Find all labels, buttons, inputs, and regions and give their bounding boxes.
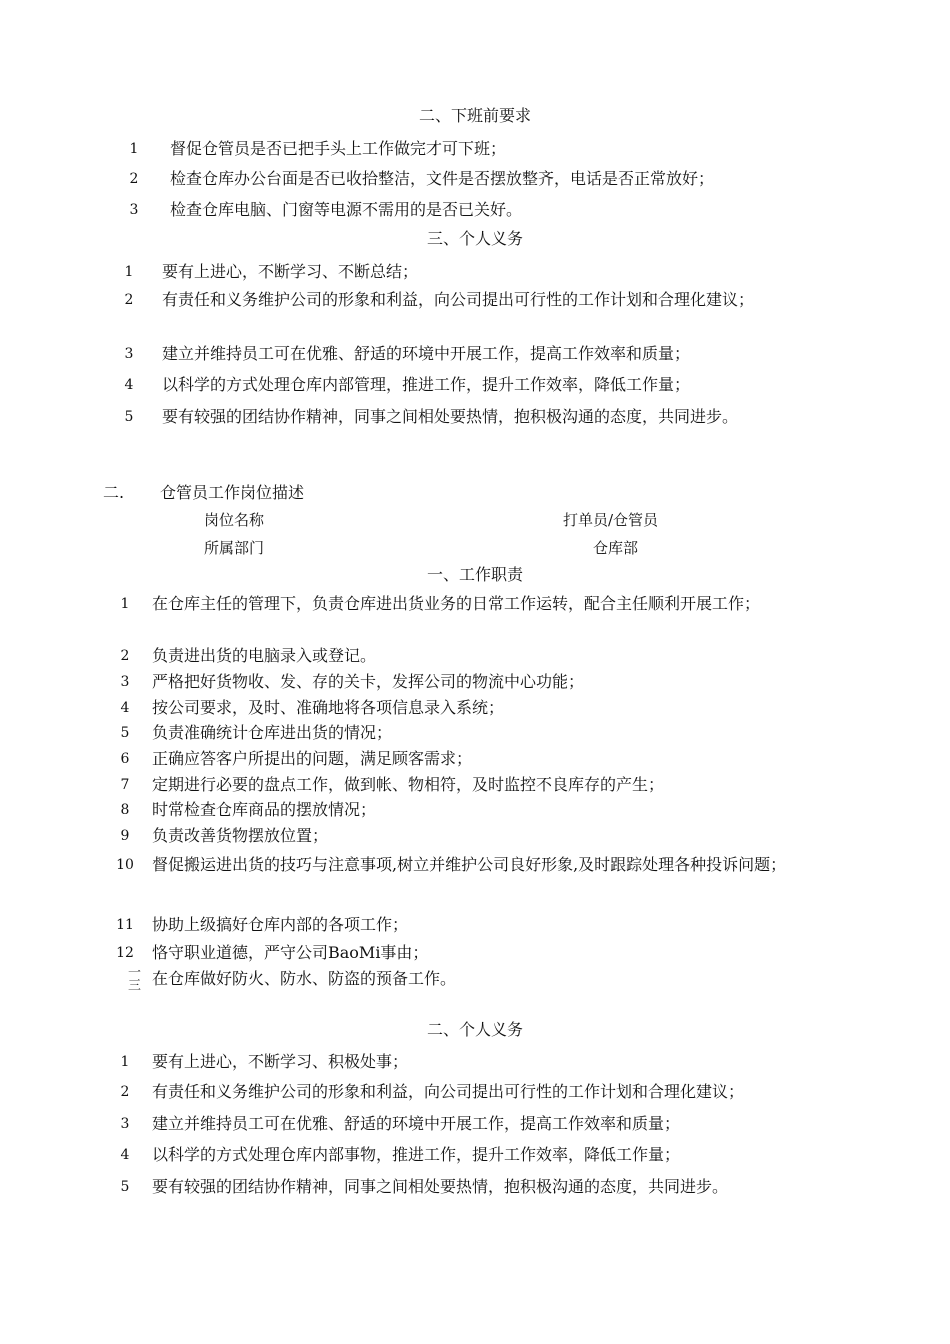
item-text: 要有较强的团结协作精神，同事之间相处要热情，抱积极沟通的态度，共同进步。 [152, 1177, 729, 1196]
item-number: 7 [120, 776, 130, 793]
list-item [110, 1174, 728, 1199]
list-item [110, 166, 714, 191]
item-number: 1 [124, 263, 134, 280]
item-text: 定期进行必要的盘点工作，做到帐、物相符，及时监控不良库存的产生； [152, 775, 665, 794]
item-text: 协助上级搞好仓库内部的各项工作； [152, 915, 409, 934]
list-item [110, 940, 428, 965]
item-number: 4 [120, 1146, 130, 1163]
section-title: 仓管员工作岗位描述 [160, 483, 305, 502]
item-text: 要有较强的团结协作精神，同事之间相处要热情，抱积极沟通的态度，共同进步。 [162, 407, 739, 426]
list-item [110, 965, 456, 991]
item-text: 督促仓管员是否已把手头上工作做完才可下班； [170, 139, 507, 158]
item-number: 5 [120, 724, 130, 741]
item-number: 8 [120, 801, 130, 818]
list-item [110, 1142, 680, 1167]
item-text: 以科学的方式处理仓库内部管理，推进工作，提升工作效率，降低工作量； [162, 375, 691, 394]
item-number: 4 [124, 376, 134, 393]
post-name-value: 打单员/仓管员 [563, 511, 659, 529]
item-text: 有责任和义务维护公司的形象和利益，向公司提出可行性的工作计划和合理化建议； [152, 1082, 745, 1101]
item-number: 10 [116, 857, 134, 873]
item-number: 3 [120, 673, 130, 690]
department-value: 仓库部 [593, 539, 639, 557]
item-text: 正确应答客户所提出的问题，满足顾客需求； [152, 749, 473, 768]
list-item [110, 695, 504, 720]
item-number: 一三 [125, 965, 140, 991]
list-item [110, 851, 867, 879]
item-text: 按公司要求，及时、准确地将各项信息录入系统； [152, 698, 505, 717]
section-heading-personal-duty: 三、个人义务 [426, 229, 523, 248]
list-item [110, 720, 392, 745]
list-item [110, 643, 376, 668]
item-number: 12 [116, 944, 134, 961]
item-number: 2 [129, 170, 139, 187]
item-number: 3 [129, 201, 139, 218]
item-number: 11 [116, 916, 134, 933]
item-text: 恪守职业道德，严守公司BaoMi事由； [152, 943, 429, 962]
list-item [110, 823, 328, 848]
list-item [108, 287, 867, 312]
item-text: 在仓库主任的管理下，负责仓库进出货业务的日常工作运转，配合主任顺利开展工作； [152, 594, 761, 613]
section-heading-duties: 一、工作职责 [426, 565, 523, 584]
item-text: 以科学的方式处理仓库内部事物，推进工作，提升工作效率，降低工作量； [152, 1145, 681, 1164]
item-text: 要有上进心，不断学习、不断总结； [162, 262, 419, 281]
list-item [108, 404, 738, 429]
section-heading-before-leaving: 二、下班前要求 [418, 106, 531, 125]
section-heading-personal-duty-2: 二、个人义务 [426, 1020, 523, 1039]
list-item [108, 372, 690, 397]
item-number: 3 [120, 1115, 130, 1132]
item-number: 6 [120, 750, 130, 767]
item-text: 督促搬运进出货的技巧与注意事项,树立并维护公司良好形象,及时跟踪处理各种投诉问题； [152, 855, 787, 874]
item-text: 负责改善货物摆放位置； [152, 826, 329, 845]
item-text: 在仓库做好防火、防水、防盗的预备工作。 [152, 968, 457, 988]
item-text: 检查仓库电脑、门窗等电源不需用的是否已关好。 [170, 200, 523, 219]
item-number: 2 [124, 291, 134, 308]
list-item [108, 341, 690, 366]
item-text: 负责准确统计仓库进出货的情况； [152, 723, 393, 742]
item-number: 2 [120, 647, 130, 664]
item-number: 1 [129, 140, 139, 157]
item-number: 1 [120, 595, 130, 612]
item-number: 1 [120, 1053, 130, 1070]
post-name-label: 岗位名称 [204, 511, 265, 529]
item-text: 严格把好货物收、发、存的关卡，发挥公司的物流中心功能； [152, 672, 585, 691]
list-item [110, 746, 472, 771]
list-item [110, 1079, 744, 1104]
item-text: 有责任和义务维护公司的形象和利益，向公司提出可行性的工作计划和合理化建议； [162, 290, 755, 309]
department-label: 所属部门 [204, 539, 265, 557]
item-text: 时常检查仓库商品的摆放情况； [152, 800, 377, 819]
list-item [110, 136, 506, 161]
list-item [110, 591, 807, 616]
item-text: 建立并维持员工可在优雅、舒适的环境中开展工作，提高工作效率和质量； [152, 1114, 681, 1133]
list-item [110, 1049, 408, 1074]
item-number: 5 [124, 408, 134, 425]
list-item [110, 797, 376, 822]
item-text: 建立并维持员工可在优雅、舒适的环境中开展工作，提高工作效率和质量； [162, 344, 691, 363]
list-item [110, 197, 522, 222]
list-item [108, 259, 418, 284]
item-number: 3 [124, 345, 134, 362]
item-text: 检查仓库办公台面是否已收拾整洁，文件是否摆放整齐，电话是否正常放好； [170, 169, 715, 188]
item-number: 5 [120, 1178, 130, 1195]
list-item [110, 669, 584, 694]
item-number: 9 [120, 827, 130, 844]
section-number: 二. [103, 483, 125, 502]
list-item [110, 912, 408, 937]
list-item [110, 1111, 680, 1136]
list-item [110, 772, 664, 797]
item-number: 2 [120, 1083, 130, 1100]
item-text: 负责进出货的电脑录入或登记。 [152, 646, 377, 665]
item-text: 要有上进心，不断学习、积极处事； [152, 1052, 409, 1071]
item-number: 4 [120, 699, 130, 716]
